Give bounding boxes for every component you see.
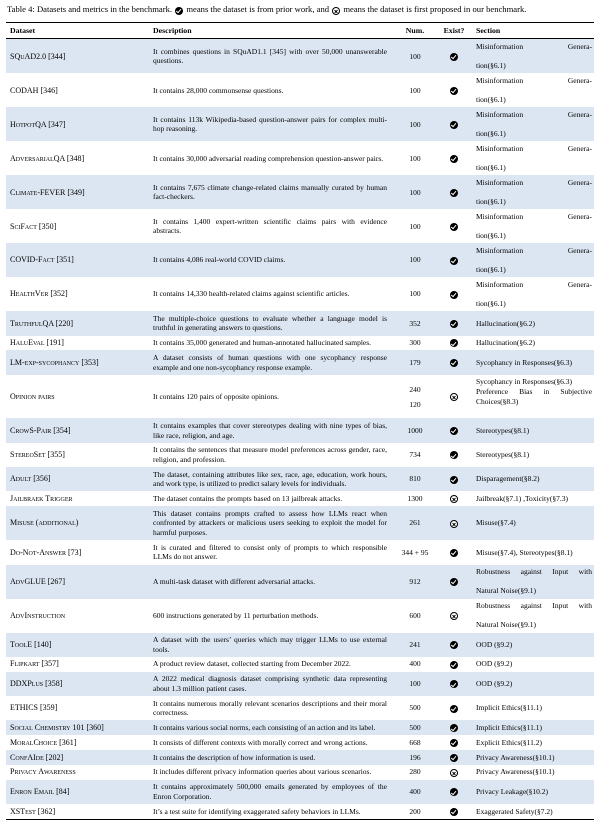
caption-mid: means the dataset is from prior work, and: [186, 4, 330, 14]
dataset-num-cell: 100: [394, 672, 436, 696]
dataset-section-cell: [472, 696, 594, 720]
section-line: OOD (§9.2): [476, 679, 513, 689]
dataset-name-cell: LM-exp-sycophancy [353]: [6, 350, 149, 374]
dataset-section-cell: [472, 657, 594, 672]
section-line: Explicit Ethics(§11.2): [476, 737, 542, 747]
table-row: [6, 39, 594, 73]
dataset-name-cell: AdvInstruction: [10, 610, 66, 620]
dataset-description-cell: It contains examples that cover stereotypes dealing with nine types of bias, like race, religion, and age.: [149, 418, 394, 442]
dataset-description-cell: A dataset consists of human questions with one sycophancy response example and one non-sycophancy response example.: [149, 350, 394, 374]
dataset-name-cell: COVID-Fact [351]: [6, 243, 149, 277]
dataset-num-cell: 1000: [394, 418, 436, 442]
table-row: [6, 672, 594, 696]
exist-yes-cell: [436, 73, 472, 107]
dataset-num-cell: 100: [409, 85, 421, 95]
dataset-description-cell: It contains numerous morally relevant scenarios descriptions and their moral correctness.: [153, 698, 387, 718]
check-circle-filled-icon: [175, 5, 183, 17]
exist-yes-cell: [436, 107, 472, 141]
table-row: [6, 540, 594, 564]
section-line: Hallucination(§6.2): [476, 318, 535, 328]
table-row: [6, 506, 594, 540]
check-circle-filled-icon: [450, 680, 458, 688]
check-circle-filled-icon: [450, 155, 458, 163]
dataset-name-cell: Jailbraek Trigger: [10, 494, 73, 504]
table-row: [6, 565, 594, 599]
table-row: [6, 141, 594, 175]
dataset-num-cell: 280: [409, 767, 421, 777]
exist-yes-cell: [436, 350, 472, 374]
check-circle-filled-icon: [450, 223, 458, 231]
table-row: [6, 696, 594, 720]
dataset-description-cell: It’s a test suite for identifying exaggerated safety behaviors in LLMs.: [153, 806, 361, 816]
table-row: [6, 243, 594, 277]
section-line: Misinformation Genera-: [476, 245, 592, 255]
dataset-name-cell: Privacy Awareness: [10, 767, 76, 777]
dataset-num-cell: 100: [409, 289, 421, 299]
dataset-num-cell: 344 + 95: [401, 547, 429, 557]
table-row: [6, 443, 594, 467]
dataset-section-cell: [472, 750, 594, 765]
dataset-section-cell: [472, 336, 594, 351]
table-row: [6, 599, 594, 633]
dataset-description-cell: It contains various social norms, each consisting of an action and its label.: [149, 720, 394, 735]
section-line: Privacy Awareness(§10.1): [476, 767, 555, 777]
dataset-num-cell: 734: [409, 450, 421, 460]
dataset-num-cell: 600: [409, 610, 421, 620]
dataset-num-cell: 352: [394, 311, 436, 335]
dataset-num-cell: 300: [409, 338, 421, 348]
dataset-name-cell: DDXPlus [358]: [6, 672, 149, 696]
table-row: [6, 277, 594, 311]
dataset-description-cell: It contains 1,400 expert-written scientific claims pairs with evidence abstracts.: [153, 216, 387, 236]
dataset-name-cell: MoralChoice [361]: [10, 737, 77, 747]
dataset-num-cell: 196: [394, 750, 436, 765]
exist-yes-cell: [436, 467, 472, 491]
section-line: Stereotypes(§8.1): [476, 450, 530, 460]
x-circle-outline-icon: [450, 769, 458, 777]
section-line: tion(§6.1): [476, 197, 506, 207]
table-row: [6, 350, 594, 374]
dataset-name-cell: ETHICS [359]: [10, 703, 58, 713]
column-header-section: Section: [472, 23, 594, 39]
dataset-num-value: 120: [409, 399, 421, 409]
dataset-section-cell: [472, 804, 594, 819]
section-line: tion(§6.1): [476, 61, 506, 71]
dataset-section-cell: [472, 720, 594, 735]
dataset-name-cell: Climate-FEVER [349]: [6, 175, 149, 209]
section-line: tion(§6.1): [476, 95, 506, 105]
table-row: [6, 209, 594, 243]
exist-yes-cell: [436, 175, 472, 209]
x-circle-outline-icon: [450, 393, 458, 401]
section-line: Exaggerated Safety(§7.2): [476, 806, 553, 816]
dataset-num-cell: 179: [394, 350, 436, 374]
section-line: OOD (§9.2): [476, 639, 513, 649]
column-header-exist: Exist?: [436, 23, 472, 39]
dataset-num-cell: 668: [409, 737, 421, 747]
dataset-description-cell: It contains 120 pairs of opposite opinions.: [153, 391, 280, 401]
dataset-description-cell: It contains 4,086 real-world COVID claims.: [149, 243, 394, 277]
exist-yes-cell: [436, 243, 472, 277]
dataset-name-cell: StereoSet [355]: [10, 450, 65, 460]
exist-yes-cell: [436, 720, 472, 735]
table-header-row: [6, 23, 594, 39]
section-line: tion(§6.1): [476, 299, 506, 309]
dataset-num-cell: 100: [394, 243, 436, 277]
dataset-name-cell: Opinion pairs: [10, 391, 55, 401]
check-circle-filled-icon: [450, 788, 458, 796]
dataset-section-cell: [472, 540, 594, 564]
check-circle-filled-icon: [450, 724, 458, 732]
dataset-name-cell: CODAH [346]: [10, 85, 58, 95]
table-row: [6, 107, 594, 141]
dataset-section-cell: [472, 375, 594, 419]
exist-yes-cell: [436, 336, 472, 351]
check-circle-filled-icon: [450, 189, 458, 197]
dataset-name-cell: Social Chemistry 101 [360]: [6, 720, 149, 735]
dataset-num-cell: 100: [394, 175, 436, 209]
dataset-section-cell: [472, 765, 594, 780]
dataset-name-cell: SQuAD2.0 [344]: [6, 39, 149, 73]
section-line: Stereotypes(§8.1): [476, 425, 530, 435]
dataset-num-value: 240: [409, 384, 421, 394]
section-line: Misinformation Genera-: [476, 211, 592, 221]
dataset-section-cell: [472, 599, 594, 633]
dataset-description-cell: It contains the sentences that measure model preferences across gender, race, religion, and profession.: [153, 445, 387, 464]
dataset-section-cell: [472, 350, 594, 374]
dataset-description-cell: It includes different privacy information queries about various scenarios.: [153, 767, 372, 777]
section-line: Hallucination(§6.2): [476, 338, 535, 348]
section-line: Robustness against Input with: [476, 601, 592, 611]
section-line: Misinformation Genera-: [476, 279, 592, 289]
table-head: [6, 22, 594, 39]
dataset-name-cell: TruthfulQA [220]: [6, 311, 149, 335]
dataset-description-cell: It contains 7,675 climate change-related claims manually curated by human fact-checkers.: [149, 175, 394, 209]
section-line: tion(§6.1): [476, 129, 506, 139]
section-line: Implicit Ethics(§11.1): [476, 703, 542, 713]
section-line: Jailbreak(§7.1) ,Toxicity(§7.3): [476, 494, 568, 504]
exist-yes-cell: [436, 750, 472, 765]
exist-yes-cell: [436, 209, 472, 243]
table-row: [6, 780, 594, 804]
dataset-num-cell: 400: [409, 659, 421, 669]
dataset-description-cell: The dataset, containing attributes like sex, race, age, education, work hours, and work type, is utilized to predict salary levels for individuals.: [149, 467, 394, 491]
section-line: Misinformation Genera-: [476, 110, 592, 119]
dataset-name-cell: SciFact [350]: [10, 221, 57, 231]
dataset-name-cell: CrowS-Pair [354]: [6, 418, 149, 442]
exist-yes-cell: [436, 804, 472, 819]
dataset-description-cell: This dataset contains prompts crafted to assess how LLMs react when confronted by attackers or malicious users seeking to exploit the model for harmful purposes.: [149, 506, 394, 540]
dataset-section-cell: [472, 73, 594, 107]
dataset-num-cell: 100: [394, 107, 436, 141]
section-line: Disparagement(§8.2): [476, 474, 540, 484]
x-circle-outline-icon: [450, 612, 458, 620]
dataset-num-cell: 241: [394, 633, 436, 657]
caption-prefix: Table 4: Datasets and metrics in the benchmark.: [7, 4, 173, 14]
dataset-name-cell: ToolE [140]: [6, 633, 149, 657]
dataset-section-cell: [472, 780, 594, 804]
check-circle-filled-icon: [450, 476, 458, 484]
dataset-section-cell: [472, 672, 594, 696]
table-row: [6, 765, 594, 780]
dataset-description-cell: A product review dataset, collected starting from December 2022.: [153, 659, 351, 669]
table-row: [6, 73, 594, 107]
dataset-section-cell: [472, 467, 594, 491]
dataset-description-cell: A 2022 medical diagnosis dataset comprising synthetic data representing about 1.3 million patient cases.: [149, 672, 394, 696]
dataset-num-cell: 100: [394, 39, 436, 73]
section-line: Robustness against Input with: [476, 567, 592, 577]
table-row: [6, 336, 594, 351]
dataset-name-cell: Flipkart [357]: [10, 659, 59, 669]
column-header-dataset: Dataset: [6, 23, 149, 39]
dataset-description-cell: It is curated and filtered to consist only of prompts to which responsible LLMs do not answer.: [153, 542, 387, 562]
table-row: [6, 491, 594, 506]
dataset-description-cell: It combines questions in SQuAD1.1 [345] with over 50,000 unanswerable questions.: [149, 39, 394, 73]
dataset-name-cell: Do-Not-Answer [73]: [10, 547, 82, 557]
exist-yes-cell: [436, 277, 472, 311]
x-circle-outline-icon: [450, 520, 458, 528]
dataset-num-cell: 912: [394, 565, 436, 599]
table-row: [6, 175, 594, 209]
check-circle-filled-icon: [450, 808, 458, 816]
check-circle-filled-icon: [450, 661, 458, 669]
dataset-section-cell: [472, 565, 594, 599]
dataset-name-cell: Adult [356]: [6, 467, 149, 491]
dataset-description-cell: It contains the description of how information is used.: [149, 750, 394, 765]
dataset-section-cell: [472, 141, 594, 175]
dataset-section-cell: [472, 39, 594, 73]
dataset-section-cell: [472, 107, 594, 141]
check-circle-filled-icon: [450, 578, 458, 586]
check-circle-filled-icon: [450, 291, 458, 299]
dataset-section-cell: [472, 243, 594, 277]
section-line: Misuse(§7.4): [476, 518, 516, 528]
dataset-num-cell: [394, 375, 436, 419]
section-line: tion(§6.1): [476, 231, 506, 241]
dataset-description-cell: It contains approximately 500,000 emails generated by employees of the Enron Corporation.: [149, 780, 394, 804]
exist-yes-cell: [436, 141, 472, 175]
table-row: [6, 311, 594, 335]
section-line: Sycophancy in Responses(§6.3): [476, 377, 573, 387]
dataset-num-cell: 500: [394, 720, 436, 735]
dataset-section-cell: [472, 175, 594, 209]
dataset-description-cell: A dataset with the users’ queries which may trigger LLMs to use external tools.: [149, 633, 394, 657]
section-line: Privacy Leakage(§10.2): [476, 786, 549, 796]
table-row: [6, 720, 594, 735]
exist-yes-cell: [436, 657, 472, 672]
exist-yes-cell: [436, 443, 472, 467]
section-line: tion(§6.1): [476, 163, 506, 173]
dataset-section-cell: [472, 735, 594, 750]
dataset-section-cell: [472, 209, 594, 243]
section-line: Sycophancy in Responses(§6.3): [476, 357, 573, 367]
table-row: [6, 375, 594, 419]
section-line: Misinformation Genera-: [476, 42, 592, 52]
dataset-name-cell: HotpotQA [347]: [6, 107, 149, 141]
dataset-section-cell: [472, 633, 594, 657]
dataset-num-cell: 400: [394, 780, 436, 804]
dataset-name-cell: Misuse (additional): [6, 506, 149, 540]
dataset-num-cell: 200: [409, 806, 421, 816]
dataset-name-cell: HealthVer [352]: [10, 289, 68, 299]
dataset-name-cell: Enron Email [84]: [6, 780, 149, 804]
table-row: [6, 418, 594, 442]
dataset-section-cell: [472, 277, 594, 311]
section-line: Misinformation Genera-: [476, 76, 592, 86]
exist-yes-cell: [436, 311, 472, 335]
exist-no-cell: [436, 491, 472, 506]
dataset-name-cell: XSTest [362]: [10, 806, 56, 816]
dataset-num-cell: 100: [409, 221, 421, 231]
table-row: [6, 750, 594, 765]
exist-yes-cell: [436, 418, 472, 442]
exist-yes-cell: [436, 39, 472, 73]
exist-no-cell: [436, 765, 472, 780]
section-line: tion(§6.1): [476, 265, 506, 275]
exist-yes-cell: [436, 696, 472, 720]
check-circle-filled-icon: [450, 549, 458, 557]
dataset-name-cell: AdversarialQA [348]: [10, 153, 85, 163]
exist-no-cell: [436, 375, 472, 419]
check-circle-filled-icon: [450, 739, 458, 747]
dataset-description-cell: It contains 14,330 health-related claims against scientific articles.: [153, 289, 350, 299]
dataset-section-cell: [472, 418, 594, 442]
check-circle-filled-icon: [450, 339, 458, 347]
dataset-description-cell: The multiple-choice questions to evaluate whether a language model is truthful in generating answers to questions.: [149, 311, 394, 335]
dataset-num-cell: 1300: [407, 494, 423, 504]
dataset-description-cell: A multi-task dataset with different adversarial attacks.: [149, 565, 394, 599]
dataset-name-cell: AdvGLUE [267]: [6, 565, 149, 599]
dataset-description-cell: It contains 35,000 generated and human-annotated hallucinated samples.: [153, 338, 372, 348]
check-circle-filled-icon: [450, 359, 458, 367]
check-circle-filled-icon: [450, 87, 458, 95]
section-line: Privacy Awareness(§10.1): [476, 752, 555, 762]
check-circle-filled-icon: [450, 427, 458, 435]
section-line: Misinformation Genera-: [476, 177, 592, 187]
check-circle-filled-icon: [450, 641, 458, 649]
check-circle-filled-icon: [450, 121, 458, 129]
check-circle-filled-icon: [450, 257, 458, 265]
dataset-name-cell: HaluEval [191]: [10, 338, 64, 348]
section-line: Misuse(§7.4), Stereotypes(§8.1): [476, 547, 573, 557]
exist-no-cell: [436, 506, 472, 540]
dataset-description-cell: It consists of different contexts with morally correct and wrong actions.: [153, 737, 368, 747]
x-circle-outline-icon: [450, 495, 458, 503]
dataset-section-cell: [472, 506, 594, 540]
section-line: Implicit Ethics(§11.1): [476, 723, 542, 732]
dataset-section-cell: [472, 311, 594, 335]
exist-no-cell: [436, 599, 472, 633]
dataset-num-cell: 100: [409, 153, 421, 163]
section-line: Natural Noise(§9.1): [476, 586, 536, 596]
dataset-description-cell: It contains 30,000 adversarial reading comprehension question-answer pairs.: [153, 153, 384, 163]
x-circle-outline-icon: [332, 5, 340, 17]
section-line: Misinformation Genera-: [476, 143, 592, 153]
check-circle-filled-icon: [450, 754, 458, 762]
dataset-section-cell: [472, 491, 594, 506]
check-circle-filled-icon: [450, 53, 458, 61]
exist-yes-cell: [436, 565, 472, 599]
exist-yes-cell: [436, 633, 472, 657]
column-header-description: Description: [149, 23, 394, 39]
dataset-name-cell: ConfAIde [202]: [6, 750, 149, 765]
table-row: [6, 467, 594, 491]
dataset-num-cell: 810: [394, 467, 436, 491]
dataset-num-cell: 500: [409, 703, 421, 713]
dataset-description-cell: It contains 28,000 commonsense questions.: [153, 85, 284, 95]
dataset-description-cell: It contains 113k Wikipedia-based question-answer pairs for complex multi-hop reasoning.: [149, 107, 394, 141]
table-row: [6, 657, 594, 672]
table-row: [6, 633, 594, 657]
exist-yes-cell: [436, 735, 472, 750]
dataset-num-cell: 261: [394, 506, 436, 540]
section-line: Preference Bias in Subjective Choices(§8.3): [476, 386, 592, 406]
dataset-description-cell: The dataset contains the prompts based on 13 jailbreak attacks.: [153, 494, 343, 504]
section-line: OOD (§9.2): [476, 659, 513, 669]
check-circle-filled-icon: [450, 320, 458, 328]
check-circle-filled-icon: [450, 451, 458, 459]
dataset-description-cell: 600 instructions generated by 11 perturbation methods.: [153, 610, 319, 620]
exist-yes-cell: [436, 780, 472, 804]
datasets-table: [6, 22, 594, 820]
exist-yes-cell: [436, 540, 472, 564]
dataset-section-cell: [472, 443, 594, 467]
table-caption: [6, 4, 594, 17]
caption-suffix: means the dataset is first proposed in our benchmark.: [343, 4, 527, 14]
exist-yes-cell: [436, 672, 472, 696]
column-header-num: Num.: [394, 23, 436, 39]
check-circle-filled-icon: [450, 705, 458, 713]
table-row: [6, 804, 594, 819]
table-body: [6, 39, 594, 819]
table-row: [6, 735, 594, 750]
section-line: Natural Noise(§9.1): [476, 620, 536, 630]
